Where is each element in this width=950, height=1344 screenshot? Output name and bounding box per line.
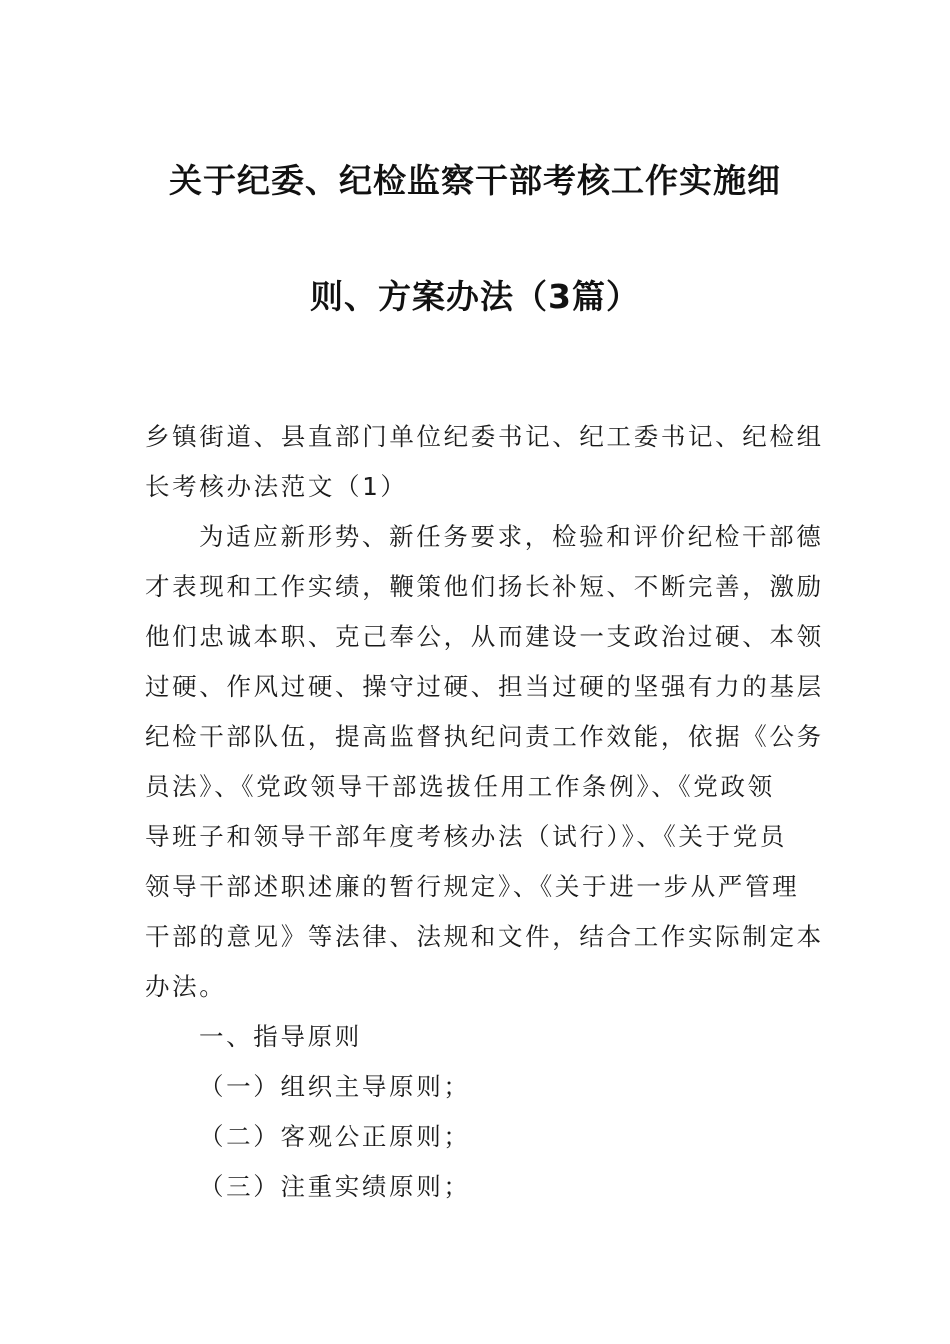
paragraph-line: 过硬、作风过硬、操守过硬、担当过硬的坚强有力的基层 [145, 672, 824, 701]
paragraph-line: 员法》、《党政领导干部选拔任用工作条例》、《党政领 [145, 772, 775, 801]
principles-list [145, 1062, 807, 1212]
intro-paragraph [145, 512, 824, 1012]
paragraph-line: 纪检干部队伍，提高监督执纪问责工作效能，依据《公务 [145, 722, 824, 751]
section-heading-text: 一、指导原则 [199, 1022, 362, 1051]
paragraph-line: 导班子和领导干部年度考核办法（试行）》、《关于党员 [145, 822, 787, 851]
paragraph-line: 干部的意见》等法律、法规和文件，结合工作实际制定本 [145, 922, 824, 951]
paragraph-line: 为适应新形势、新任务要求，检验和评价纪检干部德 [199, 522, 824, 551]
document-title-line-2: 则、方案办法（3篇） [310, 277, 640, 316]
subtitle-line: 长考核办法范文（1） [145, 472, 408, 501]
document-title-line-1: 关于纪委、纪检监察干部考核工作实施细 [169, 161, 781, 200]
paragraph-line: 他们忠诚本职、克己奉公，从而建设一支政治过硬、本领 [145, 622, 824, 651]
document-subtitle [145, 412, 824, 512]
subtitle-line: 乡镇街道、县直部门单位纪委书记、纪工委书记、纪检组 [145, 422, 824, 451]
section-heading [145, 1012, 861, 1062]
paragraph-line: 才表现和工作实绩，鞭策他们扬长补短、不断完善，激励 [145, 572, 824, 601]
paragraph-line: 办法。 [145, 972, 227, 1001]
paragraph-line: 领导干部述职述廉的暂行规定》、《关于进一步从严管理 [145, 872, 800, 901]
principle-item: （一）组织主导原则； [199, 1072, 471, 1101]
principle-item: （二）客观公正原则； [199, 1122, 471, 1151]
principle-item: （三）注重实绩原则； [199, 1172, 471, 1201]
